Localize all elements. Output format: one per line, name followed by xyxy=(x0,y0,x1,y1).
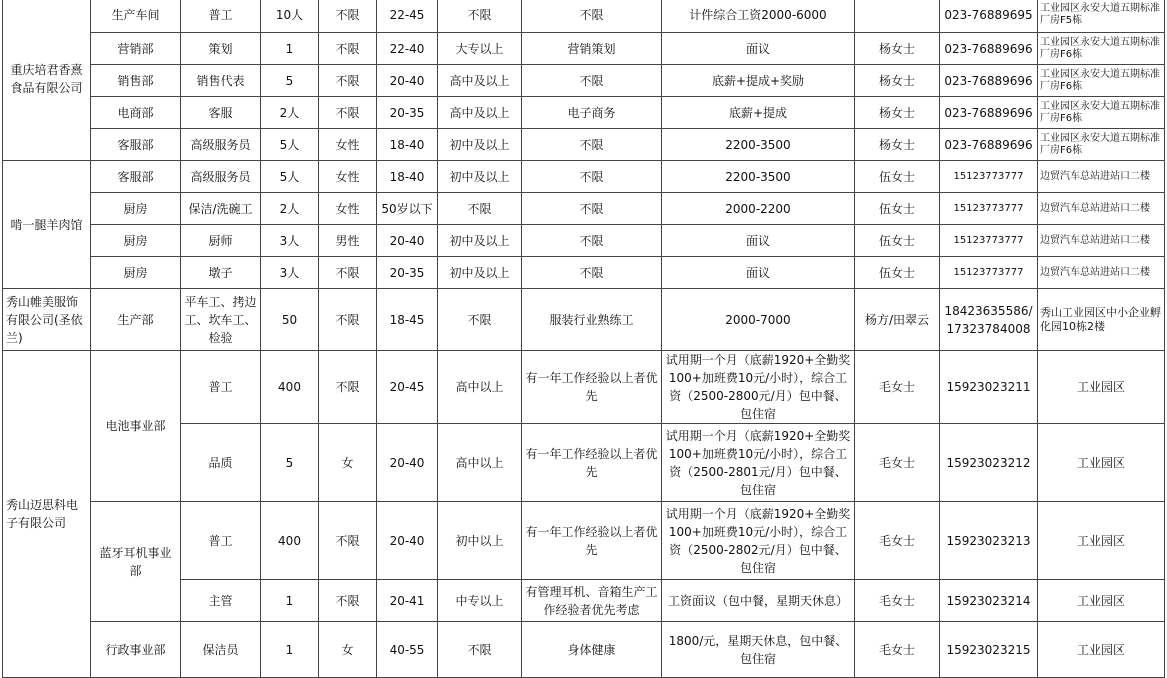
position-cell: 销售代表 xyxy=(181,65,261,97)
table-row xyxy=(3,65,1165,97)
gender-cell: 不限 xyxy=(319,0,377,33)
phone-cell: 023-76889696 xyxy=(940,65,1038,97)
contact-cell: 毛女士 xyxy=(855,424,940,502)
major-cell: 电子商务 xyxy=(522,97,662,129)
pay-cell: 2000-2200 xyxy=(662,193,855,225)
count-cell: 5人 xyxy=(261,161,319,193)
age-cell: 20-35 xyxy=(377,257,438,289)
age-cell: 22-45 xyxy=(377,0,438,33)
phone-cell: 15923023213 xyxy=(940,502,1038,580)
contact-cell: 伍女士 xyxy=(855,161,940,193)
contact-cell: 毛女士 xyxy=(855,502,940,580)
pay-cell: 面议 xyxy=(662,33,855,65)
position-cell: 厨师 xyxy=(181,225,261,257)
recruitment-table xyxy=(2,0,1165,678)
address-cell: 工业园区永安大道五期标准厂房F6栋 xyxy=(1038,97,1165,129)
major-cell: 不限 xyxy=(522,129,662,161)
major-cell: 不限 xyxy=(522,65,662,97)
gender-cell: 不限 xyxy=(319,289,377,351)
major-cell: 不限 xyxy=(522,0,662,33)
education-cell: 高中以上 xyxy=(438,351,522,424)
count-cell: 5 xyxy=(261,424,319,502)
gender-cell: 女性 xyxy=(319,161,377,193)
pay-cell: 面议 xyxy=(662,225,855,257)
position-cell: 普工 xyxy=(181,502,261,580)
education-cell: 大专以上 xyxy=(438,33,522,65)
count-cell: 3人 xyxy=(261,257,319,289)
address-cell: 边贸汽车总站进站口二楼 xyxy=(1038,193,1165,225)
education-cell: 不限 xyxy=(438,622,522,678)
education-cell: 中专以上 xyxy=(438,580,522,622)
count-cell: 1 xyxy=(261,33,319,65)
phone-cell: 023-76889696 xyxy=(940,129,1038,161)
table-row xyxy=(3,622,1165,678)
contact-cell: 毛女士 xyxy=(855,351,940,424)
dept-cell: 客服部 xyxy=(91,161,181,193)
pay-cell: 2200-3500 xyxy=(662,129,855,161)
education-cell: 初中及以上 xyxy=(438,257,522,289)
age-cell: 20-40 xyxy=(377,424,438,502)
gender-cell: 女性 xyxy=(319,129,377,161)
position-cell: 客服 xyxy=(181,97,261,129)
major-cell: 不限 xyxy=(522,225,662,257)
table-row xyxy=(3,129,1165,161)
gender-cell: 女性 xyxy=(319,193,377,225)
pay-cell: 面议 xyxy=(662,257,855,289)
count-cell: 10人 xyxy=(261,0,319,33)
phone-cell: 18423635586/17323784008 xyxy=(940,289,1038,351)
table-row xyxy=(3,0,1165,33)
age-cell: 40-55 xyxy=(377,622,438,678)
count-cell: 2人 xyxy=(261,193,319,225)
table-row xyxy=(3,289,1165,351)
dept-cell: 厨房 xyxy=(91,257,181,289)
education-cell: 初中及以上 xyxy=(438,225,522,257)
table-row xyxy=(3,502,1165,580)
contact-cell: 杨女士 xyxy=(855,97,940,129)
phone-cell: 023-76889696 xyxy=(940,97,1038,129)
count-cell: 1 xyxy=(261,622,319,678)
gender-cell: 不限 xyxy=(319,351,377,424)
age-cell: 20-40 xyxy=(377,225,438,257)
dept-cell: 营销部 xyxy=(91,33,181,65)
position-cell: 高级服务员 xyxy=(181,161,261,193)
education-cell: 不限 xyxy=(438,0,522,33)
pay-cell: 试用期一个月（底薪1920+全勤奖100+加班费10元/小时），综合工资（2500-2800元/月）包中餐、包住宿 xyxy=(662,351,855,424)
dept-cell: 客服部 xyxy=(91,129,181,161)
table-row xyxy=(3,351,1165,424)
position-cell: 高级服务员 xyxy=(181,129,261,161)
count-cell: 1 xyxy=(261,580,319,622)
dept-cell: 生产车间 xyxy=(91,0,181,33)
company-name: 秀山迈思科电子有限公司 xyxy=(3,351,91,678)
phone-cell: 15123773777 xyxy=(940,193,1038,225)
pay-cell: 2200-3500 xyxy=(662,161,855,193)
age-cell: 18-40 xyxy=(377,161,438,193)
education-cell: 高中以上 xyxy=(438,424,522,502)
gender-cell: 不限 xyxy=(319,580,377,622)
education-cell: 初中以上 xyxy=(438,502,522,580)
age-cell: 22-40 xyxy=(377,33,438,65)
count-cell: 400 xyxy=(261,351,319,424)
count-cell: 400 xyxy=(261,502,319,580)
address-cell: 工业园区永安大道五期标准厂房F6栋 xyxy=(1038,65,1165,97)
address-cell: 工业园区 xyxy=(1038,502,1165,580)
address-cell: 工业园区 xyxy=(1038,424,1165,502)
position-cell: 平车工、拷边工、坎车工、检验 xyxy=(181,289,261,351)
count-cell: 3人 xyxy=(261,225,319,257)
age-cell: 20-40 xyxy=(377,65,438,97)
dept-cell: 电池事业部 xyxy=(91,351,181,502)
pay-cell: 计件综合工资2000-6000 xyxy=(662,0,855,33)
gender-cell: 不限 xyxy=(319,97,377,129)
position-cell: 墩子 xyxy=(181,257,261,289)
address-cell: 工业园区永安大道五期标准厂房F5栋 xyxy=(1038,0,1165,33)
education-cell: 初中及以上 xyxy=(438,129,522,161)
education-cell: 高中及以上 xyxy=(438,65,522,97)
gender-cell: 女 xyxy=(319,424,377,502)
major-cell: 服装行业熟练工 xyxy=(522,289,662,351)
major-cell: 有管理耳机、音箱生产工作经验者优先考虑 xyxy=(522,580,662,622)
age-cell: 20-40 xyxy=(377,502,438,580)
contact-cell: 杨女士 xyxy=(855,129,940,161)
table-row xyxy=(3,161,1165,193)
company-name: 啃一腿羊肉馆 xyxy=(3,161,91,289)
dept-cell: 生产部 xyxy=(91,289,181,351)
address-cell: 工业园区 xyxy=(1038,622,1165,678)
contact-cell: 毛女士 xyxy=(855,580,940,622)
contact-cell: 杨女士 xyxy=(855,65,940,97)
contact-cell: 伍女士 xyxy=(855,225,940,257)
age-cell: 20-41 xyxy=(377,580,438,622)
phone-cell: 023-76889696 xyxy=(940,33,1038,65)
major-cell: 不限 xyxy=(522,193,662,225)
education-cell: 高中及以上 xyxy=(438,97,522,129)
company-name: 秀山帷美服饰有限公司(圣依兰) xyxy=(3,289,91,351)
position-cell: 保洁/洗碗工 xyxy=(181,193,261,225)
address-cell: 工业园区永安大道五期标准厂房F6栋 xyxy=(1038,33,1165,65)
gender-cell: 不限 xyxy=(319,65,377,97)
pay-cell: 1800/元，星期天休息，包中餐、包住宿 xyxy=(662,622,855,678)
pay-cell: 底薪+提成 xyxy=(662,97,855,129)
phone-cell: 15923023212 xyxy=(940,424,1038,502)
table-row xyxy=(3,225,1165,257)
phone-cell: 023-76889695 xyxy=(940,0,1038,33)
contact-cell: 杨方/田翠云 xyxy=(855,289,940,351)
table-row xyxy=(3,193,1165,225)
position-cell: 普工 xyxy=(181,351,261,424)
education-cell: 不限 xyxy=(438,289,522,351)
age-cell: 18-45 xyxy=(377,289,438,351)
position-cell: 主管 xyxy=(181,580,261,622)
count-cell: 5人 xyxy=(261,129,319,161)
contact-cell: 伍女士 xyxy=(855,193,940,225)
count-cell: 5 xyxy=(261,65,319,97)
company-name: 重庆培君香熹食品有限公司 xyxy=(3,0,91,161)
gender-cell: 不限 xyxy=(319,502,377,580)
contact-cell xyxy=(855,0,940,33)
dept-cell: 销售部 xyxy=(91,65,181,97)
pay-cell: 试用期一个月（底薪1920+全勤奖100+加班费10元/小时），综合工资（2500-2802元/月）包中餐、包住宿 xyxy=(662,502,855,580)
age-cell: 50岁以下 xyxy=(377,193,438,225)
dept-cell: 行政事业部 xyxy=(91,622,181,678)
address-cell: 边贸汽车总站进站口二楼 xyxy=(1038,257,1165,289)
address-cell: 工业园区 xyxy=(1038,580,1165,622)
count-cell: 2人 xyxy=(261,97,319,129)
education-cell: 初中及以上 xyxy=(438,161,522,193)
dept-cell: 电商部 xyxy=(91,97,181,129)
table-row xyxy=(3,33,1165,65)
address-cell: 工业园区永安大道五期标准厂房F6栋 xyxy=(1038,129,1165,161)
count-cell: 50 xyxy=(261,289,319,351)
phone-cell: 15923023211 xyxy=(940,351,1038,424)
position-cell: 策划 xyxy=(181,33,261,65)
age-cell: 20-45 xyxy=(377,351,438,424)
contact-cell: 杨女士 xyxy=(855,33,940,65)
dept-cell: 蓝牙耳机事业部 xyxy=(91,502,181,622)
pay-cell: 试用期一个月（底薪1920+全勤奖100+加班费10元/小时），综合工资（2500-2801元/月）包中餐、包住宿 xyxy=(662,424,855,502)
position-cell: 普工 xyxy=(181,0,261,33)
major-cell: 不限 xyxy=(522,161,662,193)
education-cell: 不限 xyxy=(438,193,522,225)
major-cell: 有一年工作经验以上者优先 xyxy=(522,424,662,502)
table-row xyxy=(3,97,1165,129)
dept-cell: 厨房 xyxy=(91,225,181,257)
contact-cell: 毛女士 xyxy=(855,622,940,678)
phone-cell: 15923023214 xyxy=(940,580,1038,622)
major-cell: 不限 xyxy=(522,257,662,289)
address-cell: 工业园区 xyxy=(1038,351,1165,424)
phone-cell: 15923023215 xyxy=(940,622,1038,678)
dept-cell: 厨房 xyxy=(91,193,181,225)
position-cell: 品质 xyxy=(181,424,261,502)
major-cell: 营销策划 xyxy=(522,33,662,65)
age-cell: 20-35 xyxy=(377,97,438,129)
gender-cell: 男性 xyxy=(319,225,377,257)
table-row xyxy=(3,257,1165,289)
contact-cell: 伍女士 xyxy=(855,257,940,289)
gender-cell: 女 xyxy=(319,622,377,678)
major-cell: 有一年工作经验以上者优先 xyxy=(522,351,662,424)
phone-cell: 15123773777 xyxy=(940,225,1038,257)
gender-cell: 不限 xyxy=(319,33,377,65)
position-cell: 保洁员 xyxy=(181,622,261,678)
address-cell: 边贸汽车总站进站口二楼 xyxy=(1038,161,1165,193)
phone-cell: 15123773777 xyxy=(940,257,1038,289)
phone-cell: 15123773777 xyxy=(940,161,1038,193)
age-cell: 18-40 xyxy=(377,129,438,161)
address-cell: 边贸汽车总站进站口二楼 xyxy=(1038,225,1165,257)
major-cell: 身体健康 xyxy=(522,622,662,678)
pay-cell: 底薪+提成+奖励 xyxy=(662,65,855,97)
gender-cell: 不限 xyxy=(319,257,377,289)
major-cell: 有一年工作经验以上者优先 xyxy=(522,502,662,580)
pay-cell: 工资面议（包中餐，星期天休息） xyxy=(662,580,855,622)
pay-cell: 2000-7000 xyxy=(662,289,855,351)
address-cell: 秀山工业园区中小企业孵化园10栋2楼 xyxy=(1038,289,1165,351)
